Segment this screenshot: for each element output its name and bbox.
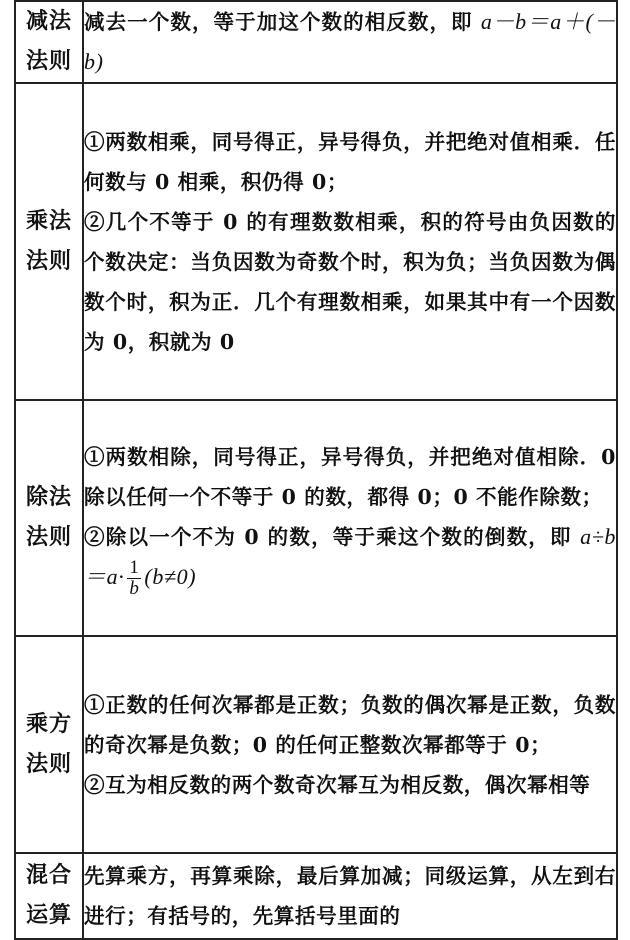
row-label-multiplication bbox=[15, 83, 83, 400]
table-row bbox=[15, 400, 617, 636]
label-line: 乘方 bbox=[25, 711, 72, 737]
row-label-mixed bbox=[15, 853, 83, 939]
label-line: 法则 bbox=[25, 248, 72, 274]
division-formula-right: (b≠0) bbox=[144, 564, 197, 589]
label-line: 法则 bbox=[25, 525, 72, 550]
label-line: 法则 bbox=[25, 49, 72, 74]
rule-text: 减去一个数，等于加这个数的相反数，即 bbox=[84, 10, 481, 34]
row-content-division bbox=[83, 400, 617, 636]
fraction-numerator: 1 bbox=[129, 557, 140, 578]
label-line: 法则 bbox=[25, 751, 72, 777]
row-label-division bbox=[15, 400, 83, 636]
label-line: 减法 bbox=[25, 9, 72, 34]
rule-text: ②除以一个不为 0 的数，等于乘这个数的倒数，即 bbox=[84, 525, 581, 549]
rule-paragraph: ①两数相除，同号得正，异号得负，并把绝对值相除．0 除以任何一个不等于 0 的数，都得 0；0 不能作除数； bbox=[84, 445, 616, 509]
row-content-mixed bbox=[83, 853, 617, 939]
rule-paragraph: ②几个不等于 0 的有理数数相乘，积的符号由负因数的个数决定：当负因数为奇数个时，积为负；当负因数为偶数个时，积为正．几个有理数相乘，如果其中有一个因数为 0，积就为 0 bbox=[84, 209, 616, 354]
table-row bbox=[15, 636, 617, 853]
rule-text: 先算乘方，再算乘除，最后算加减；同级运算，从左到右进行；有括号的，先算括号里面的 bbox=[84, 864, 616, 928]
row-content-subtraction bbox=[83, 1, 617, 83]
table-row bbox=[15, 1, 617, 83]
row-label-subtraction bbox=[15, 1, 83, 83]
table-row bbox=[15, 83, 617, 400]
label-line: 混合 bbox=[25, 863, 72, 888]
label-line: 除法 bbox=[25, 485, 72, 510]
rule-paragraph: ①两数相乘，同号得正，异号得负，并把绝对值相乘．任何数与 0 相乘，积仍得 0； bbox=[84, 129, 616, 194]
reciprocal-fraction bbox=[127, 558, 141, 599]
row-content-multiplication bbox=[83, 83, 617, 400]
rule-paragraph: ②互为相反数的两个数奇次幂互为相反数，偶次幂相等 bbox=[84, 772, 591, 797]
label-line: 运算 bbox=[25, 903, 72, 928]
fraction-denominator: b bbox=[129, 578, 140, 599]
row-label-power bbox=[15, 636, 83, 853]
division-formula-left: a÷b＝a· bbox=[84, 524, 616, 589]
arithmetic-rules-table bbox=[14, 0, 618, 940]
table-row bbox=[15, 853, 617, 939]
rule-paragraph bbox=[84, 517, 616, 599]
subtraction-formula: a－b＝a＋(－b) bbox=[84, 9, 616, 74]
rule-paragraph: ①正数的任何次幂都是正数；负数的偶次幂是正数，负数的奇次幂是负数；0 的任何正整数次幂都等于 0； bbox=[84, 692, 616, 757]
row-content-power bbox=[83, 636, 617, 853]
label-line: 乘法 bbox=[25, 208, 72, 234]
